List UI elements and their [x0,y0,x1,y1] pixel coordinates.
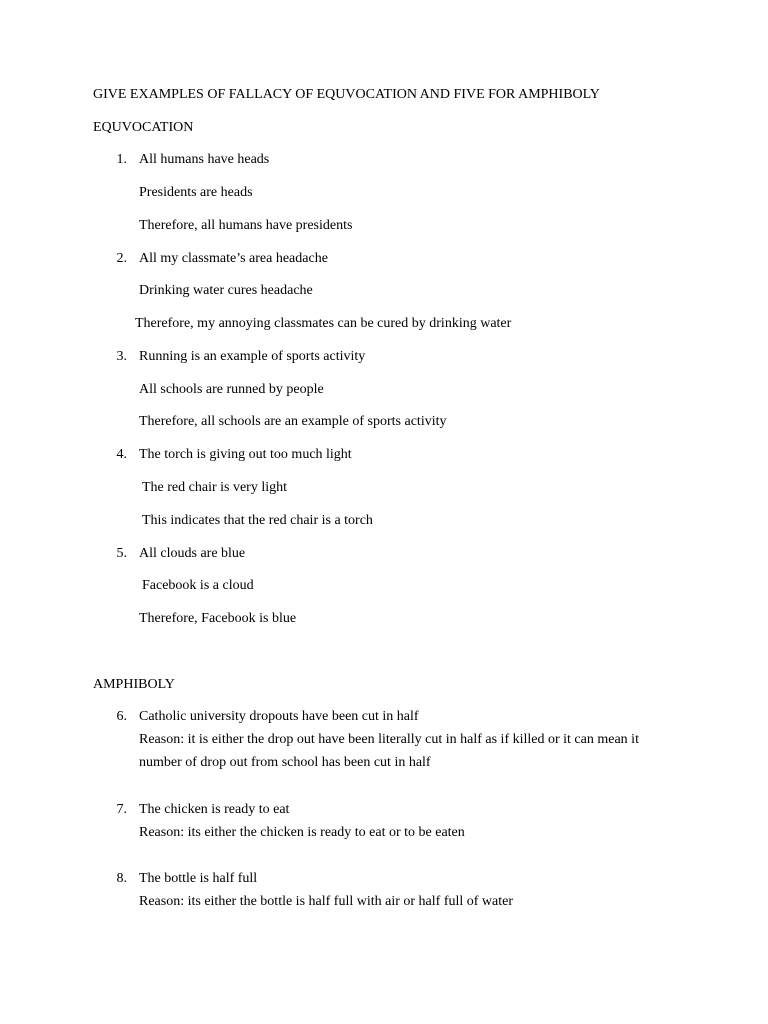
premise-line: All schools are runned by people [139,382,324,397]
premise-line: All humans have heads [139,152,270,167]
premise-line: Running is an example of sports activity [139,349,366,364]
conclusion-line: Therefore, my annoying classmates can be cured by drinking water [135,316,512,331]
reason-line: number of drop out from school has been cut in half [139,755,431,770]
conclusion-line: Therefore, all humans have presidents [139,218,353,233]
amphiboly-heading: AMPHIBOLY [93,677,175,692]
list-number: 5. [116,546,127,561]
list-number: 8. [116,871,127,886]
reason-line: Reason: its either the chicken is ready to eat or to be eaten [139,825,465,840]
list-number: 2. [116,251,127,266]
list-number: 3. [116,349,127,364]
premise-line: All clouds are blue [139,546,246,561]
list-number: 7. [116,802,127,817]
premise-line: The torch is giving out too much light [139,447,352,462]
amphiboly-statement: The chicken is ready to eat [139,802,290,817]
premise-line: Presidents are heads [139,185,253,200]
premise-line: All my classmate’s area headache [139,251,328,266]
premise-line: Drinking water cures headache [139,283,313,298]
reason-line: Reason: its either the bottle is half full with air or half full of water [139,894,514,909]
list-number: 1. [116,152,127,167]
amphiboly-statement: Catholic university dropouts have been cut in half [139,709,419,724]
amphiboly-statement: The bottle is half full [139,871,258,886]
conclusion-line: Therefore, Facebook is blue [139,611,297,626]
list-number: 4. [116,447,127,462]
document-title: GIVE EXAMPLES OF FALLACY OF EQUVOCATION AND FIVE FOR AMPHIBOLY [93,87,600,102]
conclusion-line: This indicates that the red chair is a torch [142,513,373,528]
conclusion-line: Therefore, all schools are an example of sports activity [139,414,447,429]
equivocation-heading: EQUVOCATION [93,120,194,135]
premise-line: The red chair is very light [142,480,288,495]
list-number: 6. [116,709,127,724]
reason-line: Reason: it is either the drop out have been literally cut in half as if killed or it can mean it [139,732,639,747]
premise-line: Facebook is a cloud [142,578,254,593]
